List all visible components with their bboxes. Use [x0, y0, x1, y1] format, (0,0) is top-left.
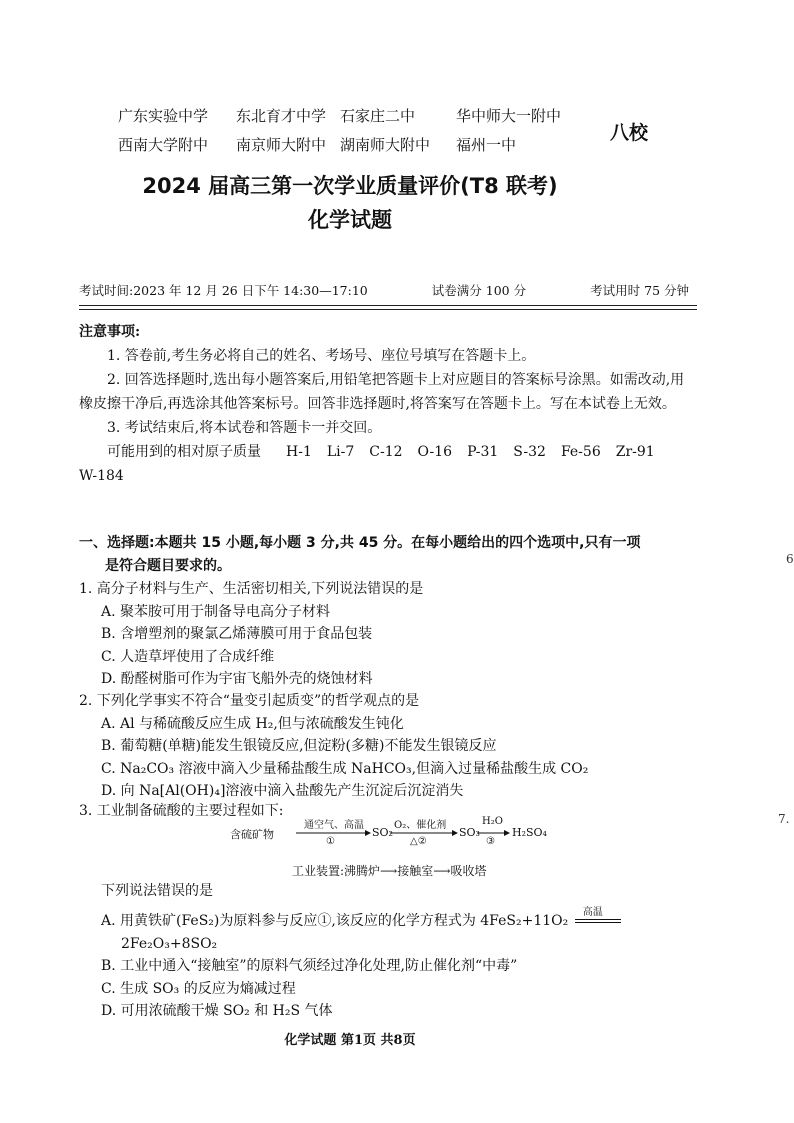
school-name: 湖南师大附中 [340, 136, 431, 154]
mass-item: C-12 [369, 444, 403, 460]
scheme-so3: SO₃ [459, 826, 480, 839]
question-stem: 1. 高分子材料与生产、生活密切相关,下列说法错误的是 [79, 581, 424, 597]
equation-line [575, 919, 621, 920]
question-option: C. 生成 SO₃ 的反应为熵减过程 [101, 980, 296, 997]
arrow-2-head [452, 830, 458, 836]
group-label: 八校 [610, 122, 649, 144]
question-1 [79, 578, 699, 691]
exam-time: 考试时间:2023 年 12 月 26 日下午 14:30—17:10 [79, 283, 368, 298]
school-list [118, 102, 561, 160]
question-option: A. Al 与稀硫酸反应生成 H₂,但与浓硫酸发生钝化 [101, 715, 404, 732]
section-heading-line: 是符合题目要求的。 [105, 558, 231, 574]
question-option [79, 907, 699, 933]
arrow-1-head [365, 830, 371, 836]
question-2 [79, 690, 699, 803]
notice-heading: 注意事项: [79, 324, 141, 340]
school-name: 华中师大一附中 [456, 107, 562, 125]
mass-item: H-1 [286, 444, 312, 460]
arrow-3-head [504, 830, 510, 836]
section-heading-line: 一、选择题:本题共 15 小题,每小题 3 分,共 45 分。在每小题给出的四个选项中,只有一项 [79, 535, 641, 551]
scheme-so2: SO₂ [372, 826, 393, 839]
question-3-body [79, 880, 699, 903]
notice-item: 1. 答卷前,考生务必将自己的姓名、考场号、座位号填写在答题卡上。 [107, 348, 536, 364]
school-name: 东北育才中学 [236, 107, 327, 125]
option-a-text: A. 用黄铁矿(FeS₂)为原料参与反应①,该反应的化学方程式为 4FeS₂+11O₂ [101, 913, 569, 929]
mass-item: S-32 [513, 444, 546, 460]
atomic-masses [79, 440, 691, 464]
question-option: B. 工业中通入“接触室”的原料气须经过净化处理,防止催化剂“中毒” [101, 958, 518, 974]
arrow-1-step: ① [326, 836, 335, 847]
question-option: D. 可用浓硫酸干燥 SO₂ 和 H₂S 气体 [101, 1003, 333, 1019]
mass-item: P-31 [467, 444, 499, 460]
scheme-devices: 工业装置:沸腾炉⟶接触室⟶吸收塔 [292, 864, 487, 878]
school-name: 西南大学附中 [118, 136, 209, 154]
question-stem: 2. 下列化学事实不符合“量变引起质变”的哲学观点的是 [79, 693, 420, 709]
mass-item-wrap: W-184 [79, 468, 124, 484]
condition-text: 高温 [582, 907, 603, 918]
margin-fragment: 7. [778, 812, 790, 826]
scheme-start: 含硫矿物 [230, 828, 274, 841]
school-name: 广东实验中学 [118, 107, 209, 125]
page-footer: 化学试题 第1页 共8页 [284, 1033, 416, 1048]
question-prompt: 下列说法错误的是 [101, 883, 213, 899]
arrow-1-condition: 通空气、高温 [304, 820, 364, 831]
divider-line [79, 305, 697, 306]
question-option: C. Na₂CO₃ 溶液中滴入少量稀盐酸生成 NaHCO₃,但滴入过量稀盐酸生成 CO₂ [101, 760, 589, 777]
mass-item: Zr-91 [615, 444, 655, 460]
arrow-3-step: ③ [486, 836, 495, 847]
notice-item: 2. 回答选择题时,选出每小题答案后,用铅笔把答题卡上对应题目的答案标号涂黑。如需改动,用橡皮擦干净后,再选涂其他答案标号。回答非选择题时,将答案写在答题卡上。写在本试卷上无效。 [79, 372, 685, 412]
divider-line [79, 309, 697, 310]
question-option: A. 聚苯胺可用于制备导电高分子材料 [101, 603, 331, 620]
equation-condition [573, 907, 623, 928]
question-3-options [79, 907, 699, 1023]
question-option: B. 含增塑剂的聚氯乙烯薄膜可用于食品包装 [101, 626, 373, 642]
option-a-wrap: 2Fe₂O₃+8SO₂ [121, 935, 218, 952]
notice-section [79, 320, 691, 488]
exam-title: 2024 届高三第一次学业质量评价(T8 联考) [142, 174, 558, 198]
reaction-scheme [230, 816, 560, 882]
subject-title: 化学试题 [308, 208, 392, 232]
question-3 [79, 800, 699, 823]
masses-label: 可能用到的相对原子质量 [107, 444, 261, 460]
mass-item: Li-7 [326, 444, 355, 460]
equation-line [575, 922, 621, 923]
exam-duration: 考试用时 75 分钟 [590, 283, 689, 298]
question-option: D. 向 Na[Al(OH)₄]溶液中滴入盐酸先产生沉淀后沉淀消失 [101, 783, 464, 799]
section-heading [79, 532, 691, 578]
exam-info [79, 281, 689, 299]
mass-item: Fe-56 [560, 444, 601, 460]
question-option: B. 葡萄糖(单糖)能发生银镜反应,但淀粉(多糖)不能发生银镜反应 [101, 738, 497, 754]
school-name: 南京师大附中 [236, 136, 327, 154]
school-name: 福州一中 [456, 136, 517, 154]
mass-item: O-16 [417, 444, 453, 460]
school-row-2 [118, 131, 561, 160]
school-name: 石家庄二中 [340, 107, 416, 125]
school-row-1 [118, 102, 561, 131]
arrow-3-condition: H₂O [482, 816, 503, 827]
full-score: 试卷满分 100 分 [431, 283, 527, 298]
arrow-2-step: △② [410, 836, 427, 847]
question-option: C. 人造草坪使用了合成纤维 [101, 648, 275, 665]
question-option: D. 酚醛树脂可作为宇宙飞船外壳的烧蚀材料 [101, 671, 373, 687]
question-stem: 3. 工业制备硫酸的主要过程如下: [79, 803, 284, 819]
notice-item: 3. 考试结束后,将本试卷和答题卡一并交回。 [107, 420, 382, 436]
arrow-2-condition: O₂、催化剂 [394, 820, 447, 831]
scheme-h2so4: H₂SO₄ [512, 826, 547, 839]
margin-fragment: 6 [786, 552, 794, 566]
